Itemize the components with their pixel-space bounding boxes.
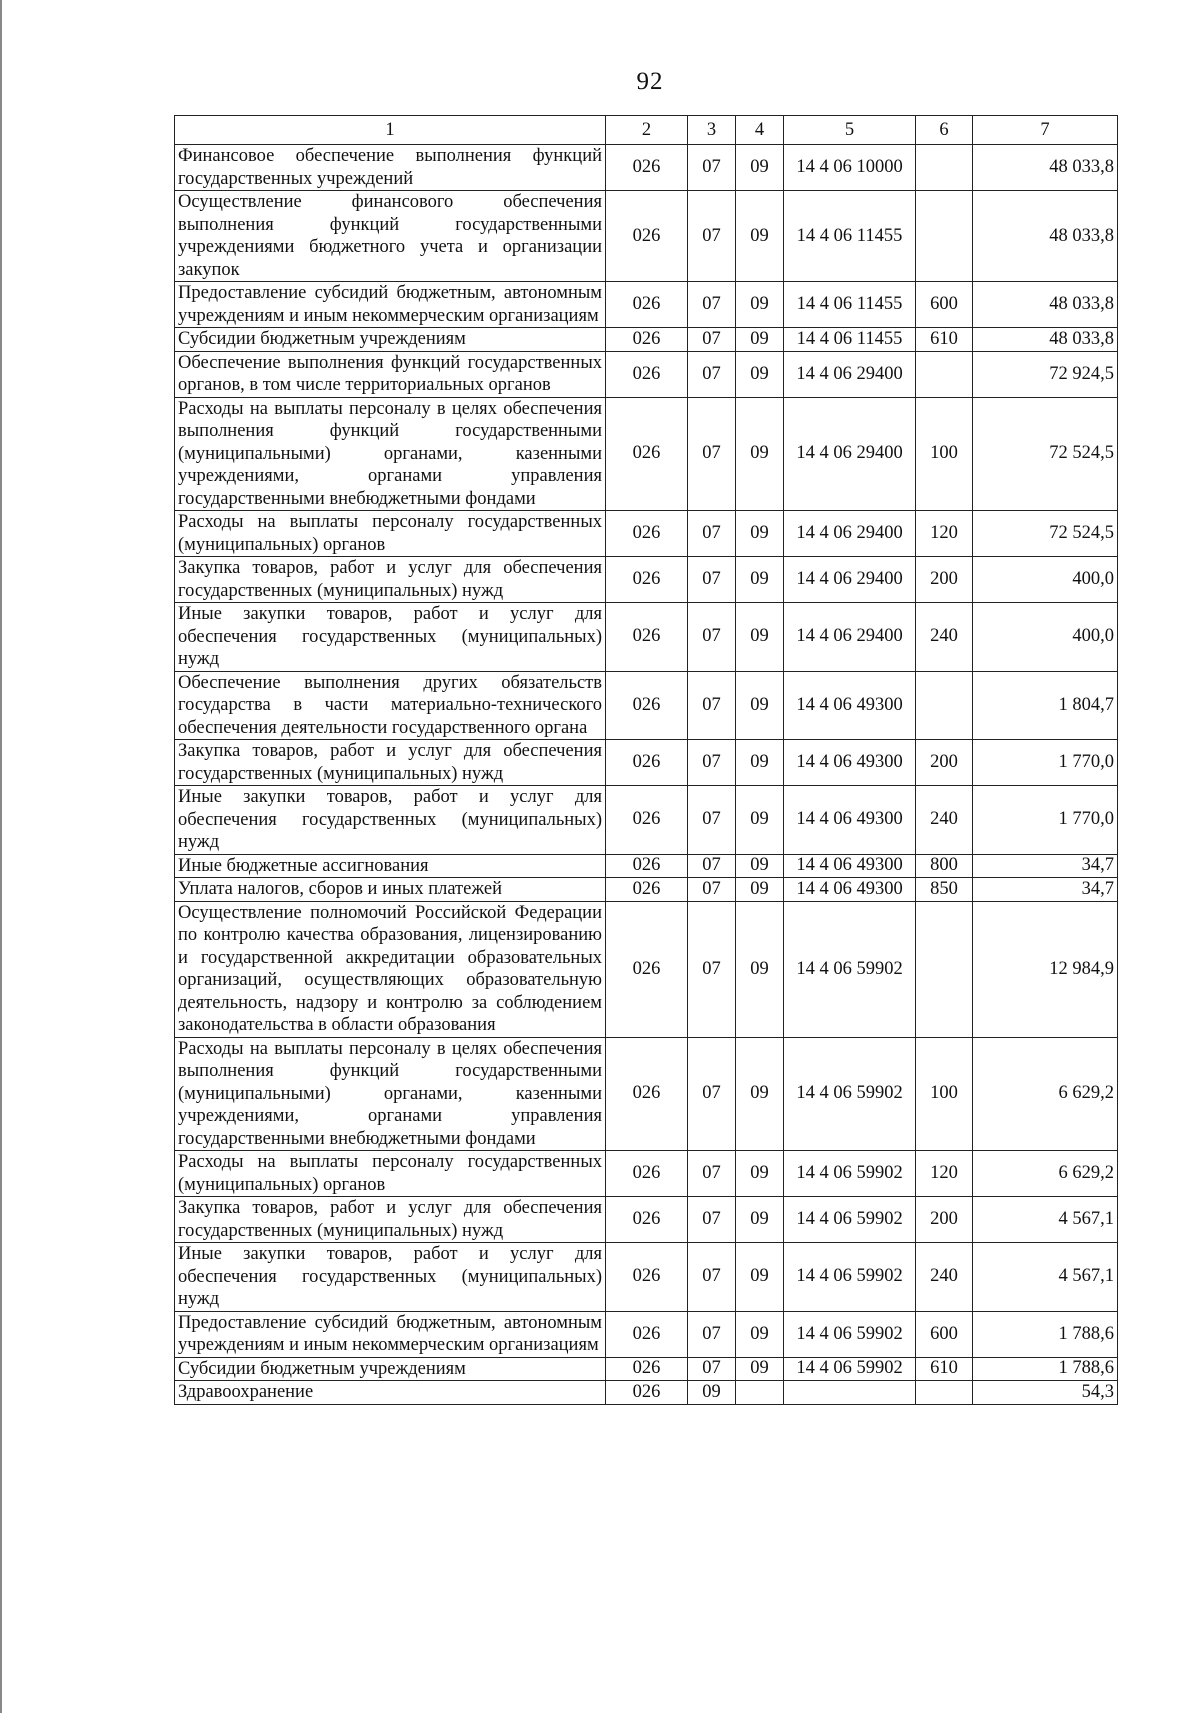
col-header-2: 2 bbox=[606, 116, 688, 145]
row-expense-type: 120 bbox=[916, 1151, 973, 1197]
row-expense-type bbox=[916, 901, 973, 1037]
row-admin-code: 026 bbox=[606, 557, 688, 603]
row-amount: 400,0 bbox=[973, 603, 1118, 672]
col-header-7: 7 bbox=[973, 116, 1118, 145]
row-admin-code: 026 bbox=[606, 854, 688, 878]
row-admin-code: 026 bbox=[606, 1151, 688, 1197]
row-expense-type: 800 bbox=[916, 854, 973, 878]
row-expense-type: 600 bbox=[916, 282, 973, 328]
row-expense-type bbox=[916, 191, 973, 282]
row-section: 07 bbox=[688, 511, 736, 557]
table-row bbox=[175, 557, 1118, 603]
row-subsection: 09 bbox=[736, 1311, 784, 1357]
budget-table bbox=[174, 115, 1118, 1405]
row-admin-code: 026 bbox=[606, 397, 688, 511]
row-expense-type: 200 bbox=[916, 740, 973, 786]
row-amount: 54,3 bbox=[973, 1381, 1118, 1405]
row-target-article bbox=[784, 1381, 916, 1405]
row-amount: 48 033,8 bbox=[973, 282, 1118, 328]
row-name: Финансовое обеспечение выполнения функций государственных учреждений bbox=[175, 145, 606, 191]
row-section: 07 bbox=[688, 854, 736, 878]
table-row bbox=[175, 145, 1118, 191]
table-row bbox=[175, 1381, 1118, 1405]
table-row bbox=[175, 351, 1118, 397]
row-admin-code: 026 bbox=[606, 1197, 688, 1243]
row-admin-code: 026 bbox=[606, 511, 688, 557]
row-amount: 4 567,1 bbox=[973, 1243, 1118, 1312]
row-expense-type bbox=[916, 671, 973, 740]
row-section: 07 bbox=[688, 1197, 736, 1243]
row-section: 07 bbox=[688, 191, 736, 282]
row-expense-type: 240 bbox=[916, 603, 973, 672]
row-section: 07 bbox=[688, 557, 736, 603]
row-section: 07 bbox=[688, 901, 736, 1037]
table-row bbox=[175, 282, 1118, 328]
row-section: 07 bbox=[688, 786, 736, 855]
row-target-article: 14 4 06 49300 bbox=[784, 878, 916, 902]
row-expense-type: 240 bbox=[916, 1243, 973, 1312]
row-amount: 1 770,0 bbox=[973, 786, 1118, 855]
row-name: Расходы на выплаты персоналу в целях обеспечения выполнения функций государственными (муниципальными) органами, казенными учреждениями, органами управления государственными внебюджетными фондами bbox=[175, 397, 606, 511]
col-header-1: 1 bbox=[175, 116, 606, 145]
row-admin-code: 026 bbox=[606, 740, 688, 786]
row-target-article: 14 4 06 59902 bbox=[784, 1037, 916, 1151]
row-admin-code: 026 bbox=[606, 328, 688, 352]
row-admin-code: 026 bbox=[606, 786, 688, 855]
row-name: Обеспечение выполнения функций государственных органов, в том числе территориальных органов bbox=[175, 351, 606, 397]
row-expense-type bbox=[916, 145, 973, 191]
row-name: Закупка товаров, работ и услуг для обеспечения государственных (муниципальных) нужд bbox=[175, 557, 606, 603]
row-target-article: 14 4 06 29400 bbox=[784, 351, 916, 397]
table-row bbox=[175, 603, 1118, 672]
row-expense-type: 240 bbox=[916, 786, 973, 855]
row-subsection: 09 bbox=[736, 1151, 784, 1197]
row-subsection: 09 bbox=[736, 854, 784, 878]
row-subsection: 09 bbox=[736, 511, 784, 557]
row-section: 07 bbox=[688, 397, 736, 511]
row-section: 07 bbox=[688, 878, 736, 902]
row-subsection: 09 bbox=[736, 671, 784, 740]
row-section: 07 bbox=[688, 351, 736, 397]
row-subsection: 09 bbox=[736, 1197, 784, 1243]
row-target-article: 14 4 06 49300 bbox=[784, 740, 916, 786]
scan-edge bbox=[0, 0, 2, 1713]
row-amount: 48 033,8 bbox=[973, 145, 1118, 191]
row-admin-code: 026 bbox=[606, 145, 688, 191]
col-header-4: 4 bbox=[736, 116, 784, 145]
row-name: Субсидии бюджетным учреждениям bbox=[175, 1357, 606, 1381]
row-expense-type: 100 bbox=[916, 1037, 973, 1151]
table-row bbox=[175, 671, 1118, 740]
row-expense-type: 120 bbox=[916, 511, 973, 557]
row-amount: 1 788,6 bbox=[973, 1311, 1118, 1357]
row-name: Иные закупки товаров, работ и услуг для обеспечения государственных (муниципальных) нужд bbox=[175, 1243, 606, 1312]
row-amount: 6 629,2 bbox=[973, 1037, 1118, 1151]
row-name: Расходы на выплаты персоналу в целях обеспечения выполнения функций государственными (муниципальными) органами, казенными учреждениями, органами управления государственными внебюджетными фондами bbox=[175, 1037, 606, 1151]
table-row bbox=[175, 511, 1118, 557]
table-row bbox=[175, 1197, 1118, 1243]
row-amount: 1 804,7 bbox=[973, 671, 1118, 740]
row-subsection: 09 bbox=[736, 351, 784, 397]
row-section: 07 bbox=[688, 282, 736, 328]
row-name: Расходы на выплаты персоналу государственных (муниципальных) органов bbox=[175, 1151, 606, 1197]
row-name: Закупка товаров, работ и услуг для обеспечения государственных (муниципальных) нужд bbox=[175, 1197, 606, 1243]
table-row bbox=[175, 1311, 1118, 1357]
row-admin-code: 026 bbox=[606, 901, 688, 1037]
row-section: 07 bbox=[688, 1357, 736, 1381]
row-subsection: 09 bbox=[736, 1037, 784, 1151]
row-name: Осуществление полномочий Российской Федерации по контролю качества образования, лицензированию и государственной аккредитации образовательных организаций, осуществляющих образовательную деятельность, надзору и контролю за соблюдением законодательства в области образования bbox=[175, 901, 606, 1037]
row-subsection: 09 bbox=[736, 603, 784, 672]
table-row bbox=[175, 397, 1118, 511]
row-target-article: 14 4 06 29400 bbox=[784, 603, 916, 672]
row-subsection: 09 bbox=[736, 1243, 784, 1312]
row-amount: 72 924,5 bbox=[973, 351, 1118, 397]
row-target-article: 14 4 06 11455 bbox=[784, 191, 916, 282]
row-amount: 48 033,8 bbox=[973, 328, 1118, 352]
row-name: Иные закупки товаров, работ и услуг для обеспечения государственных (муниципальных) нужд bbox=[175, 603, 606, 672]
row-section: 07 bbox=[688, 1037, 736, 1151]
row-subsection: 09 bbox=[736, 786, 784, 855]
table-row bbox=[175, 901, 1118, 1037]
header-row bbox=[175, 116, 1118, 145]
row-admin-code: 026 bbox=[606, 1311, 688, 1357]
row-section: 07 bbox=[688, 328, 736, 352]
row-target-article: 14 4 06 49300 bbox=[784, 786, 916, 855]
table-row bbox=[175, 1151, 1118, 1197]
row-section: 07 bbox=[688, 1151, 736, 1197]
row-expense-type bbox=[916, 351, 973, 397]
row-subsection: 09 bbox=[736, 145, 784, 191]
row-admin-code: 026 bbox=[606, 282, 688, 328]
row-admin-code: 026 bbox=[606, 1037, 688, 1151]
table-row bbox=[175, 1243, 1118, 1312]
row-name: Субсидии бюджетным учреждениям bbox=[175, 328, 606, 352]
row-target-article: 14 4 06 59902 bbox=[784, 1311, 916, 1357]
table-row bbox=[175, 1037, 1118, 1151]
row-target-article: 14 4 06 29400 bbox=[784, 397, 916, 511]
row-section: 07 bbox=[688, 603, 736, 672]
row-subsection: 09 bbox=[736, 740, 784, 786]
row-subsection: 09 bbox=[736, 191, 784, 282]
row-subsection: 09 bbox=[736, 901, 784, 1037]
row-name: Иные бюджетные ассигнования bbox=[175, 854, 606, 878]
row-section: 07 bbox=[688, 1243, 736, 1312]
row-admin-code: 026 bbox=[606, 603, 688, 672]
table-row bbox=[175, 740, 1118, 786]
row-amount: 1 788,6 bbox=[973, 1357, 1118, 1381]
col-header-3: 3 bbox=[688, 116, 736, 145]
row-target-article: 14 4 06 59902 bbox=[784, 1243, 916, 1312]
row-target-article: 14 4 06 59902 bbox=[784, 1197, 916, 1243]
row-expense-type: 200 bbox=[916, 557, 973, 603]
row-amount: 48 033,8 bbox=[973, 191, 1118, 282]
row-subsection: 09 bbox=[736, 1357, 784, 1381]
row-subsection: 09 bbox=[736, 878, 784, 902]
row-name: Предоставление субсидий бюджетным, автономным учреждениям и иным некоммерческим организациям bbox=[175, 282, 606, 328]
row-name: Уплата налогов, сборов и иных платежей bbox=[175, 878, 606, 902]
row-section: 07 bbox=[688, 145, 736, 191]
table-row bbox=[175, 878, 1118, 902]
row-target-article: 14 4 06 11455 bbox=[784, 328, 916, 352]
row-expense-type: 200 bbox=[916, 1197, 973, 1243]
row-name: Расходы на выплаты персоналу государственных (муниципальных) органов bbox=[175, 511, 606, 557]
row-expense-type: 600 bbox=[916, 1311, 973, 1357]
row-amount: 72 524,5 bbox=[973, 397, 1118, 511]
row-section: 07 bbox=[688, 1311, 736, 1357]
col-header-6: 6 bbox=[916, 116, 973, 145]
row-admin-code: 026 bbox=[606, 1381, 688, 1405]
row-expense-type: 610 bbox=[916, 1357, 973, 1381]
table-body bbox=[175, 145, 1118, 1405]
row-subsection bbox=[736, 1381, 784, 1405]
row-admin-code: 026 bbox=[606, 1243, 688, 1312]
row-subsection: 09 bbox=[736, 557, 784, 603]
row-target-article: 14 4 06 11455 bbox=[784, 282, 916, 328]
table-row bbox=[175, 1357, 1118, 1381]
row-admin-code: 026 bbox=[606, 351, 688, 397]
row-section: 07 bbox=[688, 671, 736, 740]
table-row bbox=[175, 191, 1118, 282]
row-section: 09 bbox=[688, 1381, 736, 1405]
row-expense-type: 850 bbox=[916, 878, 973, 902]
row-expense-type: 610 bbox=[916, 328, 973, 352]
row-amount: 400,0 bbox=[973, 557, 1118, 603]
row-amount: 12 984,9 bbox=[973, 901, 1118, 1037]
row-target-article: 14 4 06 59902 bbox=[784, 1151, 916, 1197]
row-admin-code: 026 bbox=[606, 191, 688, 282]
table-row bbox=[175, 786, 1118, 855]
row-expense-type bbox=[916, 1381, 973, 1405]
row-amount: 72 524,5 bbox=[973, 511, 1118, 557]
row-admin-code: 026 bbox=[606, 671, 688, 740]
row-name: Закупка товаров, работ и услуг для обеспечения государственных (муниципальных) нужд bbox=[175, 740, 606, 786]
row-name: Предоставление субсидий бюджетным, автономным учреждениям и иным некоммерческим организациям bbox=[175, 1311, 606, 1357]
row-name: Обеспечение выполнения других обязательств государства в части материально-технического обеспечения деятельности государственного органа bbox=[175, 671, 606, 740]
page-number: 92 bbox=[636, 68, 664, 95]
row-subsection: 09 bbox=[736, 397, 784, 511]
table-row bbox=[175, 328, 1118, 352]
row-target-article: 14 4 06 59902 bbox=[784, 901, 916, 1037]
row-section: 07 bbox=[688, 740, 736, 786]
row-admin-code: 026 bbox=[606, 878, 688, 902]
row-name: Здравоохранение bbox=[175, 1381, 606, 1405]
row-subsection: 09 bbox=[736, 282, 784, 328]
row-target-article: 14 4 06 29400 bbox=[784, 511, 916, 557]
row-name: Осуществление финансового обеспечения выполнения функций государственными учреждениями бюджетного учета и организации закупок bbox=[175, 191, 606, 282]
row-subsection: 09 bbox=[736, 328, 784, 352]
row-amount: 1 770,0 bbox=[973, 740, 1118, 786]
row-expense-type: 100 bbox=[916, 397, 973, 511]
row-target-article: 14 4 06 10000 bbox=[784, 145, 916, 191]
row-target-article: 14 4 06 49300 bbox=[784, 854, 916, 878]
row-amount: 34,7 bbox=[973, 878, 1118, 902]
col-header-5: 5 bbox=[784, 116, 916, 145]
row-target-article: 14 4 06 59902 bbox=[784, 1357, 916, 1381]
row-amount: 34,7 bbox=[973, 854, 1118, 878]
row-name: Иные закупки товаров, работ и услуг для обеспечения государственных (муниципальных) нужд bbox=[175, 786, 606, 855]
row-target-article: 14 4 06 49300 bbox=[784, 671, 916, 740]
row-admin-code: 026 bbox=[606, 1357, 688, 1381]
table-row bbox=[175, 854, 1118, 878]
row-amount: 6 629,2 bbox=[973, 1151, 1118, 1197]
row-target-article: 14 4 06 29400 bbox=[784, 557, 916, 603]
row-amount: 4 567,1 bbox=[973, 1197, 1118, 1243]
